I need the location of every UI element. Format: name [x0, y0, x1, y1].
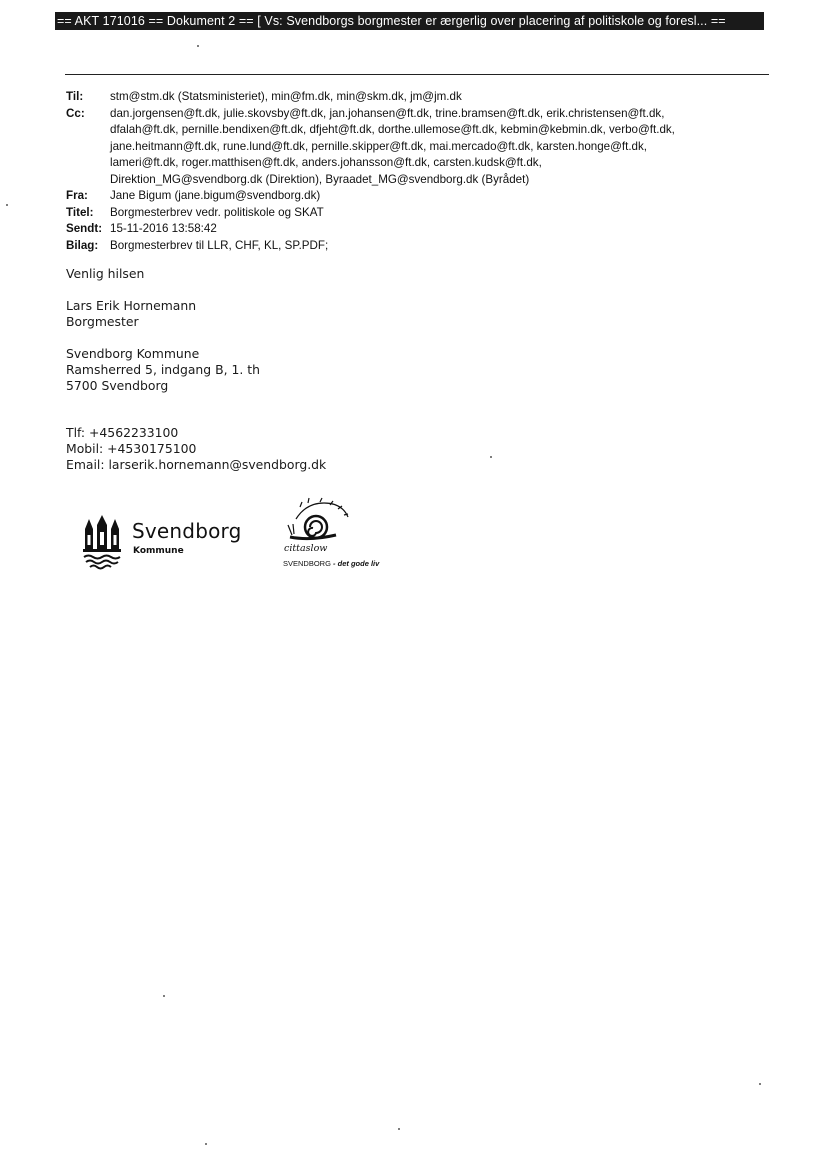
sent-value: 15-11-2016 13:58:42	[110, 222, 217, 235]
header-subject-row	[66, 205, 766, 222]
header-sent-row	[66, 221, 766, 238]
scan-speck	[205, 1143, 207, 1145]
scan-speck	[197, 45, 199, 47]
cc-value	[110, 106, 766, 189]
scan-speck	[6, 204, 8, 206]
subject-label: Titel:	[66, 205, 94, 219]
email-address: Email: larserik.hornemann@svendborg.dk	[66, 457, 327, 472]
cittaslow-tag: - det gode liv	[333, 559, 380, 568]
cc-line: dan.jorgensen@ft.dk, julie.skovsby@ft.dk, jan.johansen@ft.dk, trine.bramsen@ft.dk, erik.christensen@ft.dk,	[110, 106, 665, 120]
sender-role: Borgmester	[66, 314, 139, 329]
scan-speck	[163, 995, 165, 997]
greeting: Venlig hilsen	[66, 266, 145, 281]
signature-logos	[82, 497, 422, 577]
header-attachment-row	[66, 238, 766, 255]
cc-line: lameri@ft.dk, roger.matthisen@ft.dk, anders.johansson@ft.dk, carsten.kudsk@ft.dk,	[110, 156, 542, 169]
header-cc-row	[66, 106, 766, 189]
cittaslow-tagline	[283, 559, 379, 568]
header-from-row	[66, 188, 766, 205]
cc-line: jane.heitmann@ft.dk, rune.lund@ft.dk, pernille.skipper@ft.dk, mai.mercado@ft.dk, karsten.honge@ft.dk,	[110, 139, 648, 153]
cc-line: Direktion_MG@svendborg.dk (Direktion), Byraadet_MG@svendborg.dk (Byrådet)	[110, 172, 530, 186]
mobile: Mobil: +4530175100	[66, 441, 197, 456]
to-value: stm@stm.dk (Statsministeriet), min@fm.dk, min@skm.dk, jm@jm.dk	[110, 90, 462, 103]
header-to-row	[66, 89, 766, 106]
document-banner: == AKT 171016 == Dokument 2 == [ Vs: Svendborgs borgmester er ærgerlig over placering af politiskole og foresl... ==	[55, 12, 764, 30]
sender-name: Lars Erik Hornemann	[66, 298, 197, 313]
address-line-2: 5700 Svendborg	[66, 378, 169, 393]
from-label: Fra:	[66, 189, 88, 202]
from-value: Jane Bigum (jane.bigum@svendborg.dk)	[110, 189, 321, 202]
scan-speck	[759, 1083, 761, 1085]
scan-speck	[398, 1128, 400, 1130]
attachment-label: Bilag:	[66, 238, 99, 252]
email-body	[66, 266, 566, 473]
address-line-1: Ramsherred 5, indgang B, 1. th	[66, 362, 260, 377]
email-headers	[66, 89, 766, 254]
scan-speck	[490, 456, 492, 458]
cc-label: Cc:	[66, 106, 85, 120]
sender-org: Svendborg Kommune	[66, 346, 200, 361]
phone: Tlf: +4562233100	[66, 425, 179, 440]
svendborg-logo-sub: Kommune	[133, 546, 184, 556]
subject-value: Borgmesterbrev vedr. politiskole og SKAT	[110, 205, 324, 219]
cittaslow-city: SVENDBORG	[283, 559, 331, 568]
header-divider	[65, 74, 769, 75]
sent-label: Sendt:	[66, 222, 103, 235]
cittaslow-script: cittaslow	[284, 543, 328, 554]
attachment-value: Borgmesterbrev til LLR, CHF, KL, SP.PDF;	[110, 238, 329, 252]
cc-line: dfalah@ft.dk, pernille.bendixen@ft.dk, dfjeht@ft.dk, dorthe.ullemose@ft.dk, kebmin@kebmin.dk, verbo@ft.dk,	[110, 123, 675, 136]
svendborg-logo-name: Svendborg	[132, 519, 242, 543]
to-label: Til:	[66, 90, 84, 103]
